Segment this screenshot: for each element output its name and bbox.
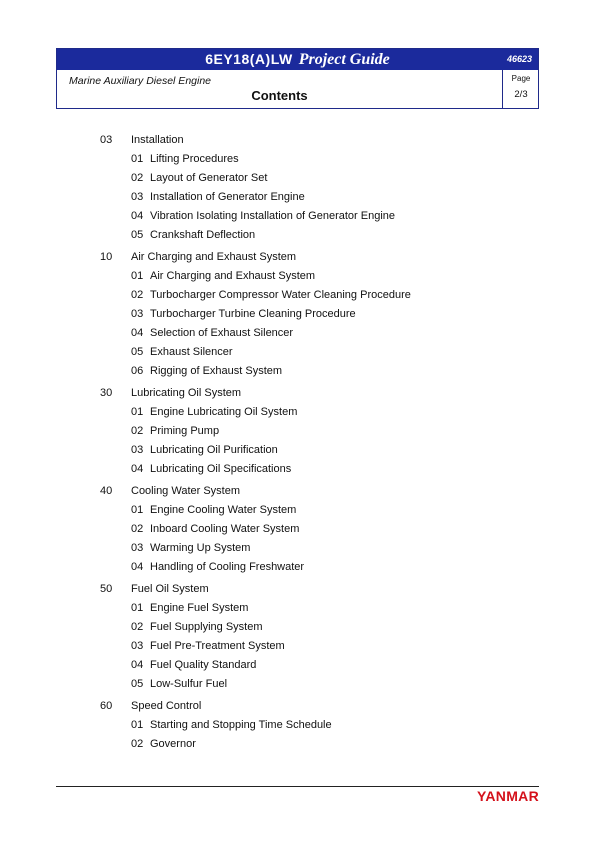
engine-subtitle: Marine Auxiliary Diesel Engine: [69, 75, 212, 87]
item-title: Handling of Cooling Freshwater: [150, 561, 305, 573]
item-title: Rigging of Exhaust System: [150, 365, 283, 377]
item-number: 03: [131, 444, 144, 456]
document-number: 46623: [506, 54, 532, 64]
header-subsection: [57, 70, 538, 108]
section-number: 03: [100, 134, 113, 146]
item-number: 01: [131, 719, 144, 731]
item-number: 04: [131, 463, 144, 475]
section-number: 60: [100, 700, 113, 712]
item-number: 01: [131, 406, 144, 418]
item-number: 01: [131, 270, 144, 282]
item-title: Engine Fuel System: [150, 602, 249, 614]
item-number: 02: [131, 621, 144, 633]
header-divider: [502, 70, 503, 109]
item-number: 05: [131, 229, 144, 241]
item-title: Layout of Generator Set: [150, 172, 268, 184]
item-title: Governor: [150, 738, 196, 750]
section-title: Speed Control: [131, 700, 202, 712]
item-number: 02: [131, 172, 144, 184]
item-title: Turbocharger Compressor Water Cleaning Procedure: [150, 289, 411, 301]
item-title: Crankshaft Deflection: [150, 229, 256, 241]
item-number: 02: [131, 425, 144, 437]
footer-rule: [56, 786, 539, 787]
section-number: 30: [100, 387, 113, 399]
section-number: 50: [100, 583, 113, 595]
section-title: Lubricating Oil System: [131, 387, 242, 399]
item-title: Warming Up System: [150, 542, 251, 554]
item-title: Priming Pump: [150, 425, 220, 437]
item-number: 01: [131, 153, 144, 165]
section-title: Air Charging and Exhaust System: [131, 251, 297, 263]
item-number: 04: [131, 210, 144, 222]
item-number: 02: [131, 289, 144, 301]
item-number: 03: [131, 191, 144, 203]
guide-title: Project Guide: [298, 51, 390, 68]
item-title: Air Charging and Exhaust System: [150, 270, 316, 282]
section-title: Installation: [131, 134, 184, 146]
item-title: Starting and Stopping Time Schedule: [150, 719, 332, 731]
item-number: 02: [131, 523, 144, 535]
item-title: Engine Cooling Water System: [150, 504, 297, 516]
item-number: 03: [131, 542, 144, 554]
item-title: Selection of Exhaust Silencer: [150, 327, 294, 339]
item-title: Lifting Procedures: [150, 153, 239, 165]
item-title: Installation of Generator Engine: [150, 191, 305, 203]
item-number: 03: [131, 640, 144, 652]
item-title: Low-Sulfur Fuel: [150, 678, 228, 690]
item-number: 04: [131, 561, 144, 573]
item-title: Lubricating Oil Specifications: [150, 463, 292, 475]
page-title: Contents: [251, 88, 308, 103]
item-title: Fuel Quality Standard: [150, 659, 257, 671]
item-number: 05: [131, 346, 144, 358]
item-title: Fuel Pre-Treatment System: [150, 640, 285, 652]
item-number: 04: [131, 659, 144, 671]
item-title: Vibration Isolating Installation of Generator Engine: [150, 210, 396, 222]
section-number: 10: [100, 251, 113, 263]
item-number: 06: [131, 365, 144, 377]
item-title: Engine Lubricating Oil System: [150, 406, 298, 418]
page-label: Page: [511, 74, 531, 83]
item-number: 04: [131, 327, 144, 339]
engine-model: 6EY18(A)LW: [205, 51, 293, 67]
section-number: 40: [100, 485, 113, 497]
item-number: 01: [131, 602, 144, 614]
item-title: Exhaust Silencer: [150, 346, 233, 358]
yanmar-logo: YANMAR: [477, 788, 539, 804]
item-number: 05: [131, 678, 144, 690]
item-title: Fuel Supplying System: [150, 621, 263, 633]
document-header: [56, 48, 539, 109]
section-title: Cooling Water System: [131, 485, 241, 497]
item-number: 01: [131, 504, 144, 516]
header-band: [57, 49, 538, 70]
item-title: Lubricating Oil Purification: [150, 444, 278, 456]
section-title: Fuel Oil System: [131, 583, 209, 595]
page-number: 2/3: [514, 89, 528, 100]
item-number: 02: [131, 738, 144, 750]
header-title: [57, 49, 538, 70]
item-title: Inboard Cooling Water System: [150, 523, 300, 535]
item-title: Turbocharger Turbine Cleaning Procedure: [150, 308, 356, 320]
item-number: 03: [131, 308, 144, 320]
